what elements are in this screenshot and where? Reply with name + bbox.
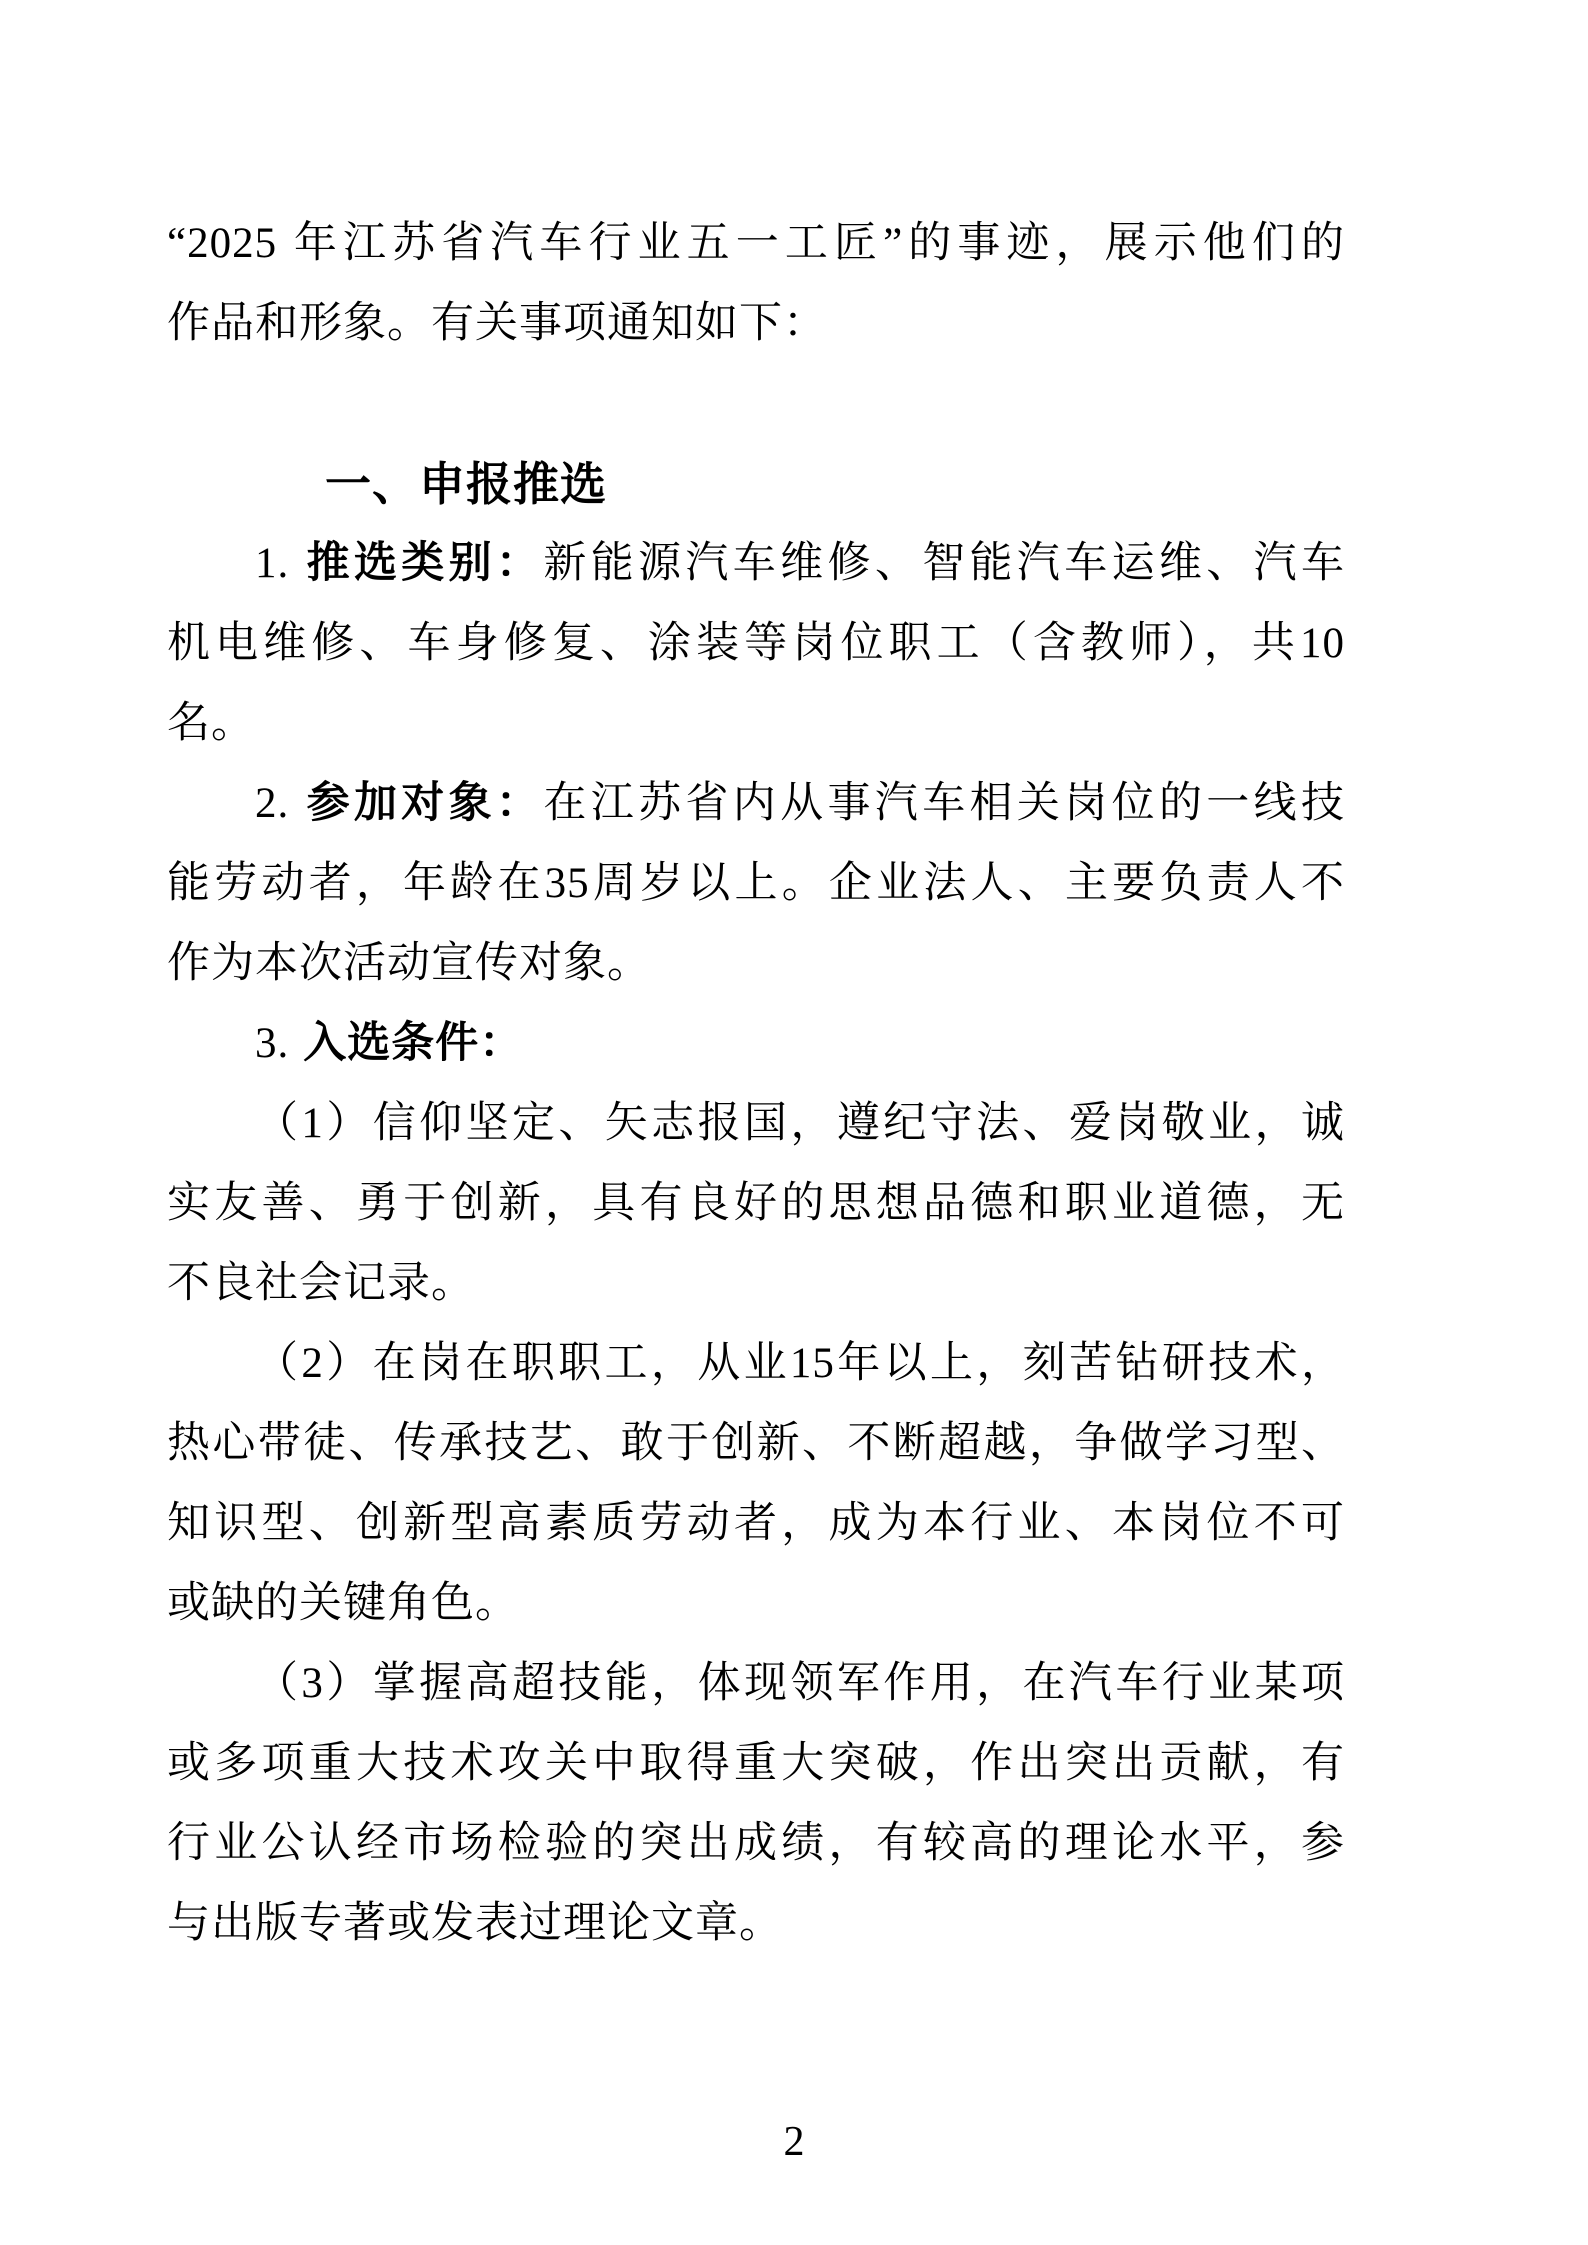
condition3-line-2: 或多项重大技术攻关中取得重大突破，作出突出贡献，有 [167, 1740, 1345, 1787]
condition2-line-3: 知识型、创新型高素质劳动者，成为本行业、本岗位不可 [167, 1500, 1345, 1547]
condition1-line-2: 实友善、勇于创新，具有良好的思想品德和职业道德，无 [167, 1180, 1345, 1227]
item1-text: 新能源汽车维修、智能汽车运维、汽车 [543, 540, 1345, 587]
item1-line-3: 名。 [167, 700, 255, 747]
condition3-line-1: （3）掌握高超技能，体现领军作用，在汽车行业某项 [255, 1660, 1345, 1707]
intro-line-1: “2025 年江苏省汽车行业五一工匠”的事迹，展示他们的 [167, 220, 1345, 267]
condition2-line-1: （2）在岗在职职工，从业15年以上，刻苦钻研技术， [255, 1340, 1345, 1387]
item2-line-3: 作为本次活动宣传对象。 [167, 940, 651, 987]
item2-label: 参加对象： [303, 780, 544, 827]
item1-number: 1. [255, 540, 290, 587]
document-body [167, 204, 1345, 1964]
item3-label: 入选条件： [303, 1020, 524, 1067]
item1-line-2: 机电维修、车身修复、涂装等岗位职工（含教师），共10 [167, 620, 1345, 667]
condition1-line-3: 不良社会记录。 [167, 1260, 475, 1307]
item2-line-1 [167, 764, 1345, 844]
item1-line-1 [167, 524, 1345, 604]
condition3-line-3: 行业公认经市场检验的突出成绩，有较高的理论水平，参 [167, 1820, 1345, 1867]
item1-label: 推选类别： [303, 540, 544, 587]
page-number: 2 [783, 2119, 805, 2165]
section-heading: 一、申报推选 [325, 458, 607, 510]
intro-line-2: 作品和形象。有关事项通知如下： [167, 300, 827, 347]
item2-text: 在江苏省内从事汽车相关岗位的一线技 [543, 780, 1345, 827]
condition2-line-4: 或缺的关键角色。 [167, 1580, 519, 1627]
blank-line [167, 364, 1345, 444]
condition3-line-4: 与出版专著或发表过理论文章。 [167, 1900, 783, 1947]
condition1-line-1: （1）信仰坚定、矢志报国，遵纪守法、爱岗敬业，诚 [255, 1100, 1345, 1147]
item2-line-2: 能劳动者，年龄在35周岁以上。企业法人、主要负责人不 [167, 860, 1345, 907]
item3-number: 3. [255, 1020, 290, 1067]
condition2-line-2: 热心带徒、传承技艺、敢于创新、不断超越，争做学习型、 [167, 1420, 1345, 1467]
item2-number: 2. [255, 780, 290, 827]
item3-line-1 [167, 1004, 1345, 1084]
